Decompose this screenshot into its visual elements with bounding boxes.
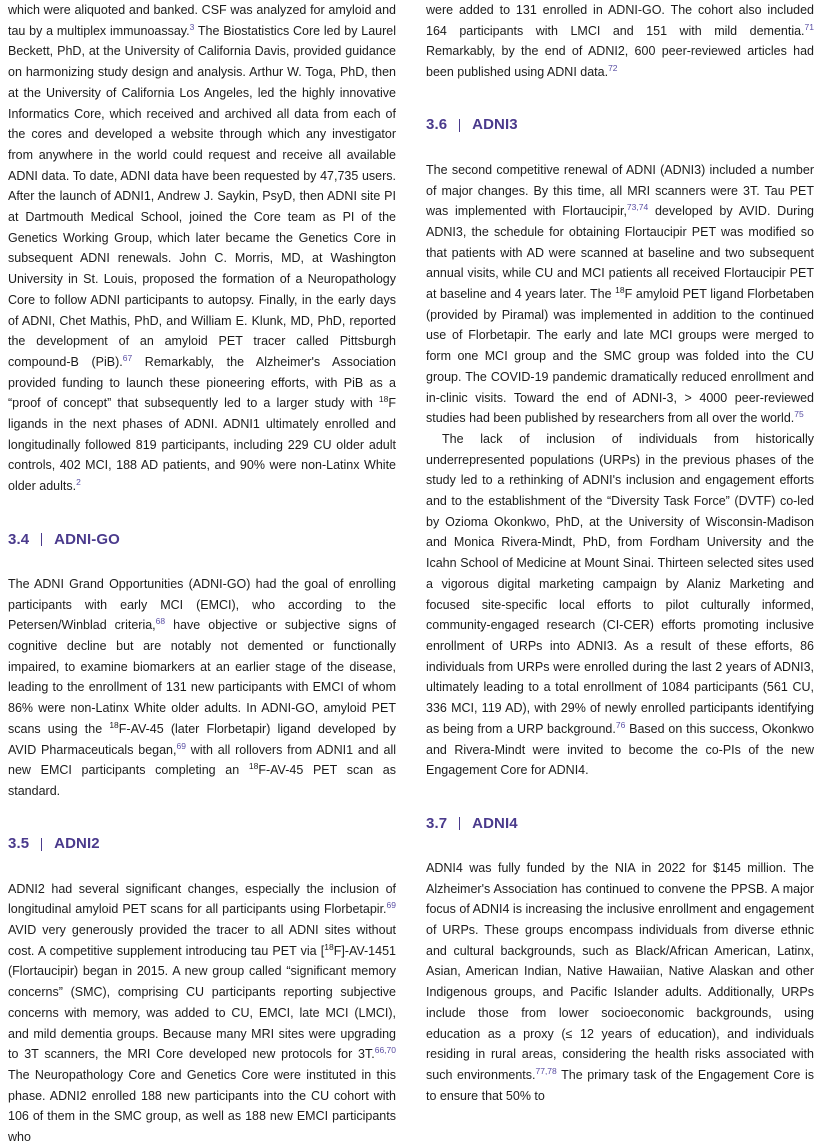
- text-run: Remarkably, the Alzheimer's Association provided funding to launch these pioneering efforts, with PiB as a “proof of concept” that subsequently led to a larger study with: [8, 354, 396, 411]
- section-heading-3-5: [8, 835, 396, 855]
- text-run: which were aliquoted and banked. CSF was analyzed for amyloid and tau by a multiplex immunoassay.: [8, 3, 396, 38]
- section-heading-3-4: [8, 530, 396, 550]
- heading-divider: [459, 817, 460, 830]
- text-run: Based on this success, Okonkwo and Rivera-Mindt were invited to become the co-PIs of the new Engagement Core for ADNI4.: [426, 721, 814, 778]
- text-run: The second competitive renewal of ADNI (ADNI3) included a number of major changes. By this time, all MRI scanners were 3T. Tau PET was implemented with Flortaucipir,: [426, 162, 814, 219]
- text-run: F amyloid PET ligand Florbetaben (provided by Piramal) was implemented in addition to the continued use of Florbetapir. The early and late MCI groups were merged to form one MCI group and the SMC group was folded into the CU group. The COVID-19 pandemic dramatically reduced enrollment and in-clinic visits. Toward the end of ADNI-3, > 4000 peer-reviewed studies had been published by researchers from all over the world.: [426, 287, 814, 426]
- text-run: The ADNI Grand Opportunities (ADNI-GO) had the goal of enrolling participants with early MCI (EMCI), who according to the Petersen/Winblad criteria,: [8, 576, 396, 633]
- paragraph-adni3-diversity: [426, 429, 814, 781]
- citation-superscript[interactable]: 72: [608, 63, 618, 74]
- citation-superscript[interactable]: 73,74: [626, 202, 649, 213]
- text-run: developed by AVID. During ADNI3, the schedule for obtaining Flortaucipir PET was modified so that patients with AD were scanned at baseline and two subsequent annual visits, while CU and MCI patients all received Flortaucipir PET at baseline and 4 years later. The: [426, 204, 815, 302]
- heading-divider: [459, 119, 460, 132]
- citation-superscript[interactable]: 77,78: [535, 1065, 557, 1076]
- section-number: 3.4: [8, 530, 30, 548]
- text-run: F-AV-45 (later Florbetapir) ligand developed by AVID Pharmaceuticals began,: [8, 721, 396, 757]
- paragraph-adni1-continued: [8, 0, 396, 497]
- isotope-superscript: 18: [109, 719, 119, 730]
- isotope-superscript: 18: [248, 761, 259, 772]
- citation-superscript[interactable]: 71: [804, 21, 814, 32]
- section-number: 3.6: [426, 116, 448, 134]
- text-run: AVID very generously provided the tracer to all ADNI sites without cost. A competitive supplement introducing tau PET via [: [8, 923, 396, 958]
- isotope-superscript: 18: [378, 394, 389, 405]
- text-run: with all rollovers from ADNI1 and all new EMCI participants completing an: [8, 742, 396, 778]
- text-run: ADNI2 had several significant changes, especially the inclusion of longitudinal amyloid PET scans for all participants using Florbetapir.: [8, 881, 396, 917]
- text-run: were added to 131 enrolled in ADNI-GO. The cohort also included 164 participants with LMCI and 151 with mild dementia.: [426, 3, 814, 38]
- citation-superscript[interactable]: 68: [155, 616, 166, 627]
- paragraph-adni2-continued: [426, 0, 814, 83]
- text-run: The Biostatistics Core led by Laurel Beckett, PhD, at the University of California Davis, provided guidance on harmonizing study design and analysis. Arthur W. Toga, PhD, then at the University of California Los Angeles, led the highly innovative Informatics Core, which received and archived all data from each of the cores and developed a website through which any investigator from anywhere in the world could request and receive all available ADNI data. To date, ADNI data have been requested by 47,735 users. After the launch of ADNI1, Andrew J. Saykin, PsyD, then ADNI site PI at Dartmouth Medical School, joined the Core team as PI of the Genetics Working Group, which later became the Genetics Core in subsequent ADNI renewals. John C. Morris, MD, at Washington University in St. Louis, proposed the formation of a Neuropathology Core to follow ADNI participants to autopsy. Finally, in the early days of ADNI, Chet Mathis, PhD, and William E. Klunk, MD, PhD, reported the development of an amyloid PET tracer called Pittsburgh compound-B (PiB).: [8, 23, 397, 369]
- left-column: [8, 0, 396, 1148]
- citation-superscript[interactable]: 3: [189, 21, 195, 32]
- isotope-superscript: 18: [324, 941, 334, 952]
- right-column: [426, 0, 814, 1106]
- section-number: 3.5: [8, 835, 30, 853]
- section-number: 3.7: [426, 814, 448, 832]
- section-title: ADNI3: [472, 116, 518, 134]
- citation-superscript[interactable]: 69: [386, 900, 396, 911]
- text-run: F-AV-45 PET scan as standard.: [8, 763, 397, 798]
- citation-superscript[interactable]: 66,70: [374, 1045, 396, 1056]
- text-run: Remarkably, by the end of ADNI2, 600 peer-reviewed articles had been published using ADNI data.: [426, 44, 814, 80]
- paragraph-adni4: [426, 858, 814, 1106]
- isotope-superscript: 18: [615, 285, 625, 296]
- section-title: ADNI-GO: [54, 530, 120, 548]
- text-run: have objective or subjective signs of cognitive decline but are notably not demented or functionally impaired, to examine biomarkers at an earlier stage of the disease, leading to the enrollment of 131 new participants with EMCI of whom 86% were non-Latinx White older adults. In ADNI-GO, amyloid PET scans using the: [8, 618, 396, 736]
- citation-superscript[interactable]: 2: [76, 477, 81, 488]
- heading-divider: [41, 533, 42, 546]
- citation-superscript[interactable]: 67: [122, 352, 133, 363]
- section-title: ADNI2: [54, 835, 100, 853]
- paragraph-adni-go: [8, 574, 396, 802]
- text-run: The primary task of the Engagement Core is to ensure that 50% to: [426, 1067, 815, 1103]
- citation-superscript[interactable]: 75: [794, 409, 804, 420]
- section-heading-3-6: [426, 116, 814, 136]
- text-run: ADNI4 was fully funded by the NIA in 2022 for $145 million. The Alzheimer's Association has continued to convene the PPSB. A major focus of ADNI4 is increasing the inclusive enrollment and engagement of URPs. These groups encompass individuals from diverse ethnic and cultural backgrounds, such as Black/African American, Latinx, Asian, American Indian, Native Hawaiian, Native Alaskan and other Indigenous groups, and Pacific Islander adults. Additionally, URPs include those from lower socioeconomic backgrounds, using education as a proxy (≤ 12 years of education), and individuals residing in rural areas, considering the health risks associated with such environments.: [426, 860, 814, 1082]
- section-title: ADNI4: [472, 814, 518, 832]
- paragraph-adni2: [8, 879, 396, 1148]
- text-run: F ligands in the next phases of ADNI. ADNI1 ultimately enrolled and longitudinally followed 819 participants, including 229 CU older adult controls, 402 MCI, 188 AD patients, and 90% were non-Latinx White older adults.: [8, 396, 396, 494]
- heading-divider: [41, 838, 42, 851]
- text-run: The Neuropathology Core and Genetics Core were instituted in this phase. ADNI2 enrolled 188 new participants into the CU cohort with 106 of them in the SMC group, as well as 188 new EMCI participants who: [8, 1067, 396, 1145]
- text-run: F]-AV-1451 (Flortaucipir) began in 2015. A new group called “significant memory concerns” (SMC), comprising CU participants reporting subjective concerns with memory, was added to CU, EMCI, late MCI (LMCI), and mild dementia groups. Because many MRI sites were upgrading to 3T scanners, the MRI Core developed new protocols for 3T.: [8, 943, 396, 1062]
- section-heading-3-7: [426, 814, 814, 834]
- citation-superscript[interactable]: 69: [176, 740, 186, 751]
- paragraph-adni3-overview: [426, 160, 814, 429]
- text-run: The lack of inclusion of individuals from historically underrepresented populations (URPs) in the previous phases of the study led to a rethinking of ADNI's inclusion and engagement efforts and to the establishment of the “Diversity Task Force” (DVTF) co-led by Ozioma Okonkwo, PhD, at the University of Wisconsin-Madison and Monica Rivera-Mindt, PhD, from Fordham University and the Icahn School of Medicine at Mount Sinai. Thirteen selected sites used a vigorous digital marketing campaign by Alaniz Marketing and focused site-specific local efforts to pilot culturally informed, community-engaged research (CI-CER) efforts promoting inclusive enrollment of URPs into ADNI3. As a result of these efforts, 86 individuals from URPs were enrolled during the last 2 years of ADNI3, ultimately leading to a total enrollment of 1084 participants (561 CU, 336 MCI, 119 AD), with 29% of newly enrolled participants identifying as being from a URP background.: [426, 431, 814, 736]
- citation-superscript[interactable]: 76: [615, 719, 626, 730]
